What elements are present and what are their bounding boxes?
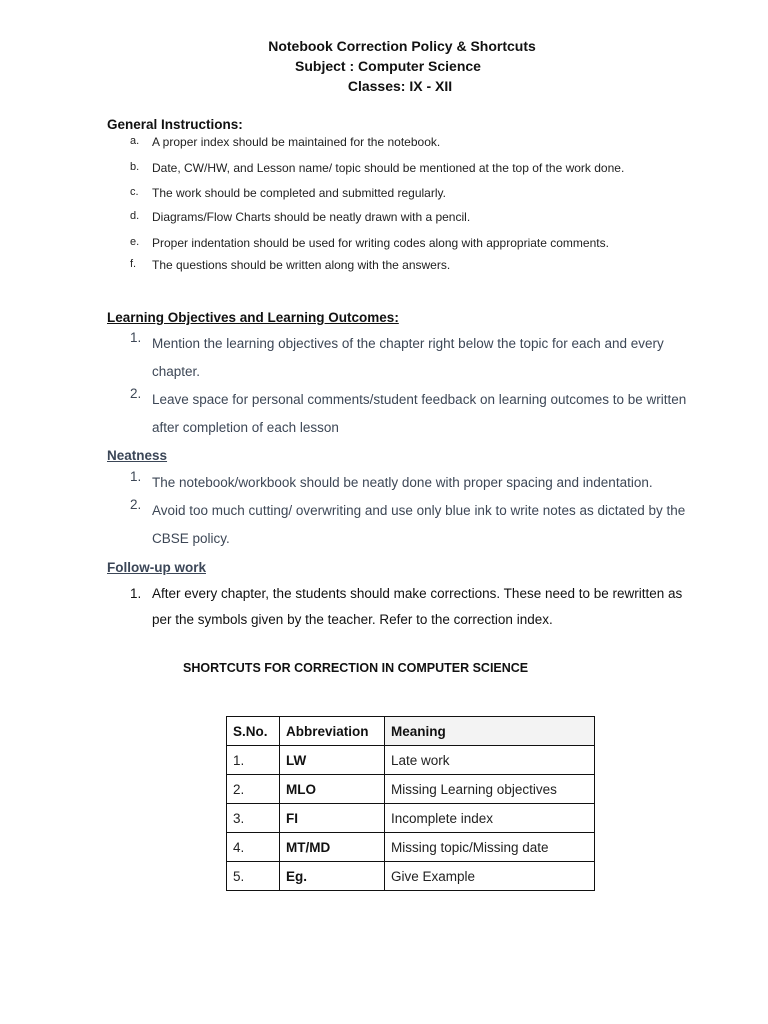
table-header-row xyxy=(227,717,595,746)
shortcuts-title: SHORTCUTS FOR CORRECTION IN COMPUTER SCIENCE xyxy=(183,661,529,675)
cell-sno: 2. xyxy=(227,775,280,804)
follow-up-heading: Follow-up work xyxy=(107,560,206,575)
cell-abbreviation: MLO xyxy=(280,775,385,804)
learning-objectives-heading: Learning Objectives and Learning Outcomes: xyxy=(107,310,399,325)
cell-abbreviation: Eg. xyxy=(280,862,385,891)
cell-meaning: Incomplete index xyxy=(385,804,595,833)
title-line-1: Notebook Correction Policy & Shortcuts xyxy=(268,38,536,54)
cell-sno: 5. xyxy=(227,862,280,891)
cell-sno: 3. xyxy=(227,804,280,833)
cell-sno: 4. xyxy=(227,833,280,862)
table-row xyxy=(227,862,595,891)
cell-meaning: Give Example xyxy=(385,862,595,891)
cell-meaning: Missing Learning objectives xyxy=(385,775,595,804)
shortcuts-table xyxy=(226,716,595,891)
table-row xyxy=(227,833,595,862)
table-row xyxy=(227,746,595,775)
header-meaning: Meaning xyxy=(385,717,595,746)
neatness-heading: Neatness xyxy=(107,448,168,463)
title-line-2: Subject : Computer Science xyxy=(295,58,481,74)
cell-abbreviation: LW xyxy=(280,746,385,775)
cell-abbreviation: MT/MD xyxy=(280,833,385,862)
title-line-3: Classes: IX - XII xyxy=(347,78,453,94)
general-instructions-heading: General Instructions: xyxy=(107,117,243,132)
header-abbreviation: Abbreviation xyxy=(280,717,385,746)
header-sno: S.No. xyxy=(227,717,280,746)
cell-sno: 1. xyxy=(227,746,280,775)
cell-meaning: Late work xyxy=(385,746,595,775)
table-row xyxy=(227,804,595,833)
table-row xyxy=(227,775,595,804)
cell-meaning: Missing topic/Missing date xyxy=(385,833,595,862)
cell-abbreviation: FI xyxy=(280,804,385,833)
